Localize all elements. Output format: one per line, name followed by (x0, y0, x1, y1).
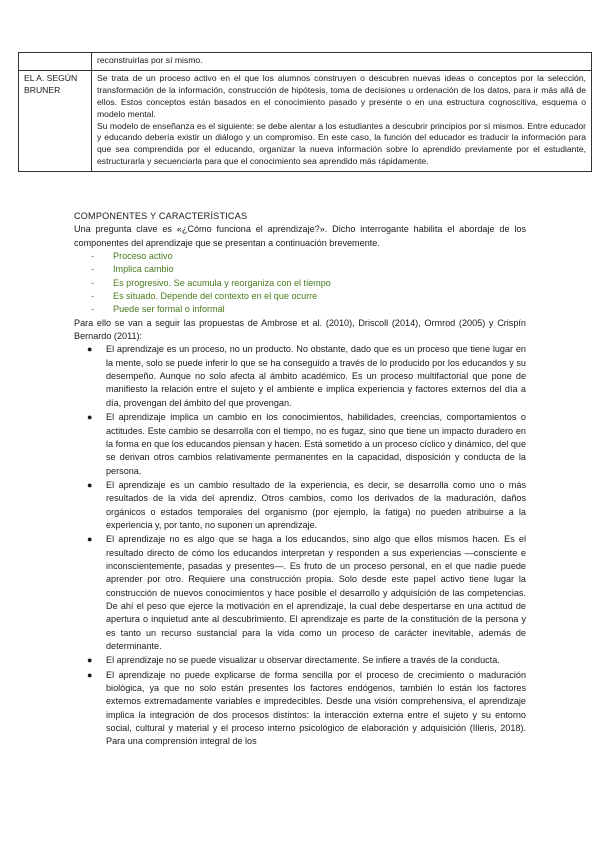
list-item-text: Proceso activo (113, 251, 173, 262)
table-text-cell (92, 53, 592, 71)
bullet-marker: ● (87, 534, 93, 545)
list-item (91, 290, 526, 303)
list-item (87, 411, 526, 478)
dash-marker: - (91, 251, 95, 262)
list-item-text: El aprendizaje no es algo que se haga a los educandos, sino algo que ellos mismos hacen. Es el resultado directo de cómo los educandos interpretan y responden a sus experiencias —consciente e inconscientemente, pasadas y presentes—. Es fruto de un proceso personal, en el que nadie puede aprender por otro. Requiere una construcción propia. Solo desde este papel activo tiene lugar la construcción de nuevos conocimientos y hace posible el desarrollo y adquisición de las competencias. De ahí el peso que ejerce la motivación en el aprendizaje, la cual debe despertarse en una actitud de apertura o inquietud ante al descubrimiento. El aprendizaje es parte de la constitución de la persona y es tanto un recurso sustancial para la vida como un proceso de carácter inevitable, además de determinante. (106, 534, 526, 651)
table-label-cell: EL A. SEGÚN BRUNER (19, 70, 92, 171)
table-text-cell (92, 70, 592, 171)
dash-marker: - (91, 264, 95, 275)
list-item (87, 343, 526, 410)
table-cell-paragraph: Su modelo de enseñanza es el siguiente: se debe alentar a los estudiantes a descubrir principios por sí mismos. Entre educador y educando debería existir un diálogo y un compromiso. En este caso, la función del educador es traducir la información para que sea comprendida por el educando, organizar la nueva información sobre lo aprendido previamente por el estudiante, estructurarla y secuenciarla para que el conocimiento sea aprendido más rápidamente. (97, 120, 586, 167)
section-heading: COMPONENTES Y CARACTERÍSTICAS (74, 211, 248, 221)
bullet-marker: ● (87, 479, 93, 490)
dash-marker: - (91, 291, 95, 302)
list-item-text: El aprendizaje implica un cambio en los conocimientos, habilidades, creencias, comportamientos o actitudes. Este cambio se desarrolla con el tiempo, no es fugaz, sino que tiene un impacto duradero en la forma en que los educandos piensan y hacen. Está sometido a un proceso cíclico y dinámico, del que se derivan otros cambios relativamente permanentes en la capacidad, disposición y conducta de la persona. (106, 412, 526, 476)
list-item-text: Implica cambio (113, 264, 174, 275)
list-item (87, 669, 526, 749)
characteristics-list (74, 343, 526, 748)
table-cell-text: reconstruirlas por sí mismo. (97, 55, 203, 65)
list-item (91, 277, 526, 290)
list-item-text: El aprendizaje es un cambio resultado de la experiencia, es decir, se desarrolla como uno o más resultados de la vida del aprendiz. Otros cambios, como los derivados de la maduración, daños orgánicos o estados temporales del organismo (por ejemplo, la fatiga) no pueden atribuirse a la experiencia y, por tanto, no suponen un aprendizaje. (106, 479, 526, 530)
bullet-marker: ● (87, 344, 93, 355)
list-item-text: Es situado. Depende del contexto en el que ocurre (113, 291, 318, 302)
list-item-text: El aprendizaje no puede explicarse de forma sencilla por el proceso de crecimiento o maduración biológica, ya que no solo están presentes los factores endógenos, también lo están los factores externos extremadamente variables e impredecibles. Desde una visión comprehensiva, el aprendizaje implica la integración de dos procesos distintos: la interacción externa entre el sujeto y su entorno social, cultural y material y el proceso interno psicológico de elaboración y adquisición (Illeris, 2018). Para una comprensión integral de los (106, 669, 526, 747)
list-item (91, 263, 526, 276)
list-item (87, 654, 526, 667)
bullet-marker: ● (87, 412, 93, 423)
bullet-marker: ● (87, 669, 93, 680)
lead-paragraph: Para ello se van a seguir las propuestas de Ambrose et al. (2010), Driscoll (2014), Ormrod (2005) y Crispín Bernardo (2011): (74, 317, 526, 342)
list-item-text: El aprendizaje no se puede visualizar u observar directamente. Se infiere a través de la conducta. (106, 655, 500, 666)
list-item (91, 250, 526, 263)
dash-marker: - (91, 277, 95, 288)
list-item-text: Es progresivo. Se acumula y reorganiza con el tiempo (113, 277, 331, 288)
table-label-cell (19, 53, 92, 71)
list-item (87, 479, 526, 532)
list-item-text: El aprendizaje es un proceso, no un producto. No obstante, dado que es un proceso que tiene lugar en la mente, solo se puede inferir lo que se ha conseguido a través de lo producido por los educandos y su desempeño. Aunque no solo afecta al ámbito académico. Es un proceso multifactorial que pone de manifiesto la relación entre el sujeto y el ambiente e implica experiencia y factores externos del día a día, provengan del ámbito del que provengan. (106, 344, 526, 408)
table-cell-paragraph: Se trata de un proceso activo en el que los alumnos construyen o descubren nuevas ideas o conceptos por la selección, transformación de la información, construcción de hipótesis, toma de decisiones u ordenación de los datos, para ir más allá de ellos. Estos conceptos están basados en el conocimiento pasado y presente o en una estructura cognoscitiva, esquema o modelo mental. (97, 72, 586, 119)
bullet-marker: ● (87, 655, 93, 666)
table-row (19, 70, 592, 171)
list-item (91, 303, 526, 316)
intro-paragraph: Una pregunta clave es «¿Cómo funciona el aprendizaje?». Dicho interrogante habilita el abordaje de los componentes del aprendizaje que se presentan a continuación brevemente. (74, 224, 526, 248)
list-item (87, 533, 526, 653)
components-list (74, 250, 526, 317)
dash-marker: - (91, 304, 95, 315)
table-row (19, 53, 592, 71)
theories-table (18, 52, 592, 172)
components-section (74, 210, 526, 750)
list-item-text: Puede ser formal o informal (113, 304, 225, 315)
